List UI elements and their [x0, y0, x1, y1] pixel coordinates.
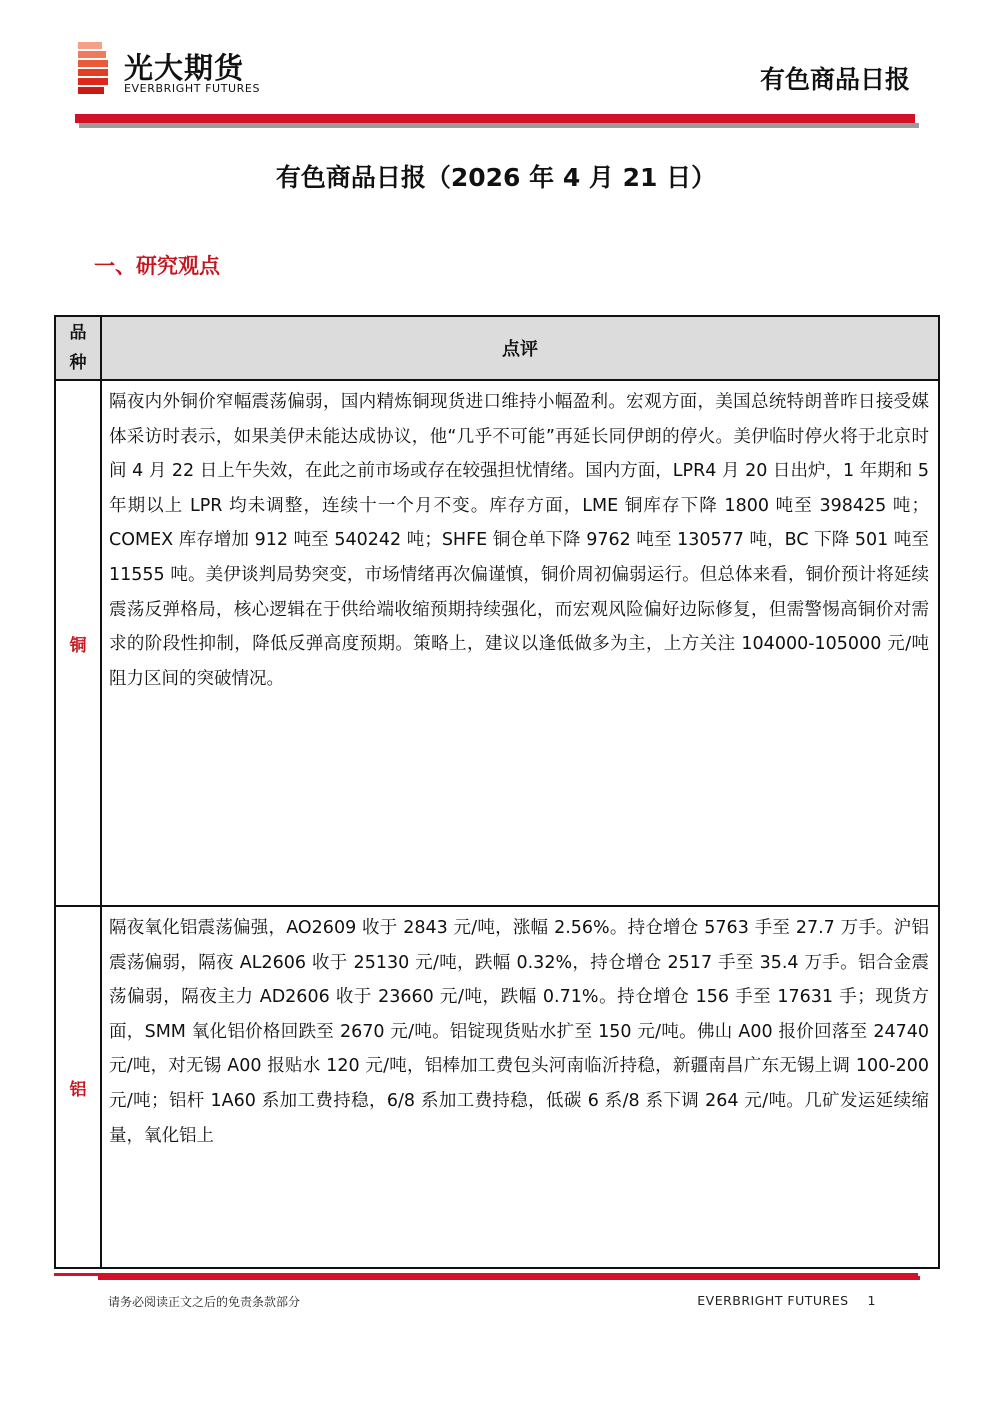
- section-heading: 一、研究观点: [94, 254, 220, 278]
- variety-cell-aluminum: 铝: [55, 906, 101, 1268]
- logo-chinese-name: 光大期货: [124, 51, 245, 85]
- header-divider-shadow: [79, 123, 919, 128]
- page-number: 1: [867, 1293, 876, 1308]
- research-table: [54, 315, 940, 1269]
- column-header-variety: [55, 316, 101, 380]
- variety-cell-copper: 铜: [55, 380, 101, 906]
- comment-cell-copper: 隔夜内外铜价窄幅震荡偏弱，国内精炼铜现货进口维持小幅盈利。宏观方面，美国总统特朗普昨日接受媒体采访时表示，如果美伊未能达成协议，他“几乎不可能”再延长同伊朗的停火。美伊临时停火将于北京时间 4 月 22 日上午失效，在此之前市场或存在较强担忧情绪。国内方面，LPR4 月 20 日出炉，1 年期和 5 年期以上 LPR 均未调整，连续十一个月不变。库存方面，LME 铜库存下降 1800 吨至 398425 吨；COMEX 库存增加 912 吨至 540242 吨；SHFE 铜仓单下降 9762 吨至 130577 吨，BC 下降 501 吨至 11555 吨。美伊谈判局势突变，市场情绪再次偏谨慎，铜价周初偏弱运行。但总体来看，铜价预计将延续震荡反弹格局，核心逻辑在于供给端收缩预期持续强化，而宏观风险偏好边际修复，但需警惕高铜价对需求的阶段性抑制，降低反弹高度预期。策略上，建议以逢低做多为主，上方关注 104000-105000 元/吨阻力区间的突破情况。: [101, 380, 939, 906]
- research-table-container: [54, 315, 940, 1275]
- footer-company: EVERBRIGHT FUTURES: [697, 1293, 849, 1308]
- comment-cell-aluminum: 隔夜氧化铝震荡偏强，AO2609 收于 2843 元/吨，涨幅 2.56%。持仓增仓 5763 手至 27.7 万手。沪铝震荡偏弱，隔夜 AL2606 收于 25130 元/吨，跌幅 0.32%，持仓增仓 2517 手至 35.4 万手。铝合金震荡偏弱，隔夜主力 AD2606 收于 23660 元/吨，跌幅 0.71%。持仓增仓 156 手至 17631 手；现货方面，SMM 氧化铝价格回跌至 2670 元/吨。铝锭现货贴水扩至 150 元/吨。佛山 A00 报价回落至 24740 元/吨，对无锡 A00 报贴水 120 元/吨，铝棒加工费包头河南临沂持稳，新疆南昌广东无锡上调 100-200 元/吨；铝杆 1A60 系加工费持稳，6/8 系加工费持稳，低碳 6 系/8 系下调 264 元/吨。几矿发运延续缩量，氧化铝上: [101, 906, 939, 1268]
- everbright-logo-mark-icon: [78, 42, 112, 98]
- company-logo: [78, 42, 298, 100]
- footer-divider-shadow: [98, 1276, 920, 1280]
- footer-disclaimer: 请务必阅读正文之后的免责条款部分: [108, 1295, 301, 1309]
- table-header-row: [55, 316, 939, 380]
- document-title: 有色商品日报（2026 年 4 月 21 日）: [275, 163, 717, 192]
- table-row: [55, 380, 939, 906]
- header-divider: [75, 114, 915, 123]
- report-series-title: 有色商品日报: [759, 65, 910, 94]
- footer-company-page: [697, 1293, 876, 1308]
- logo-english-name: EVERBRIGHT FUTURES: [124, 82, 261, 95]
- column-header-variety-text: 品种: [69, 323, 87, 373]
- table-row: [55, 906, 939, 1268]
- column-header-comment: 点评: [101, 316, 939, 380]
